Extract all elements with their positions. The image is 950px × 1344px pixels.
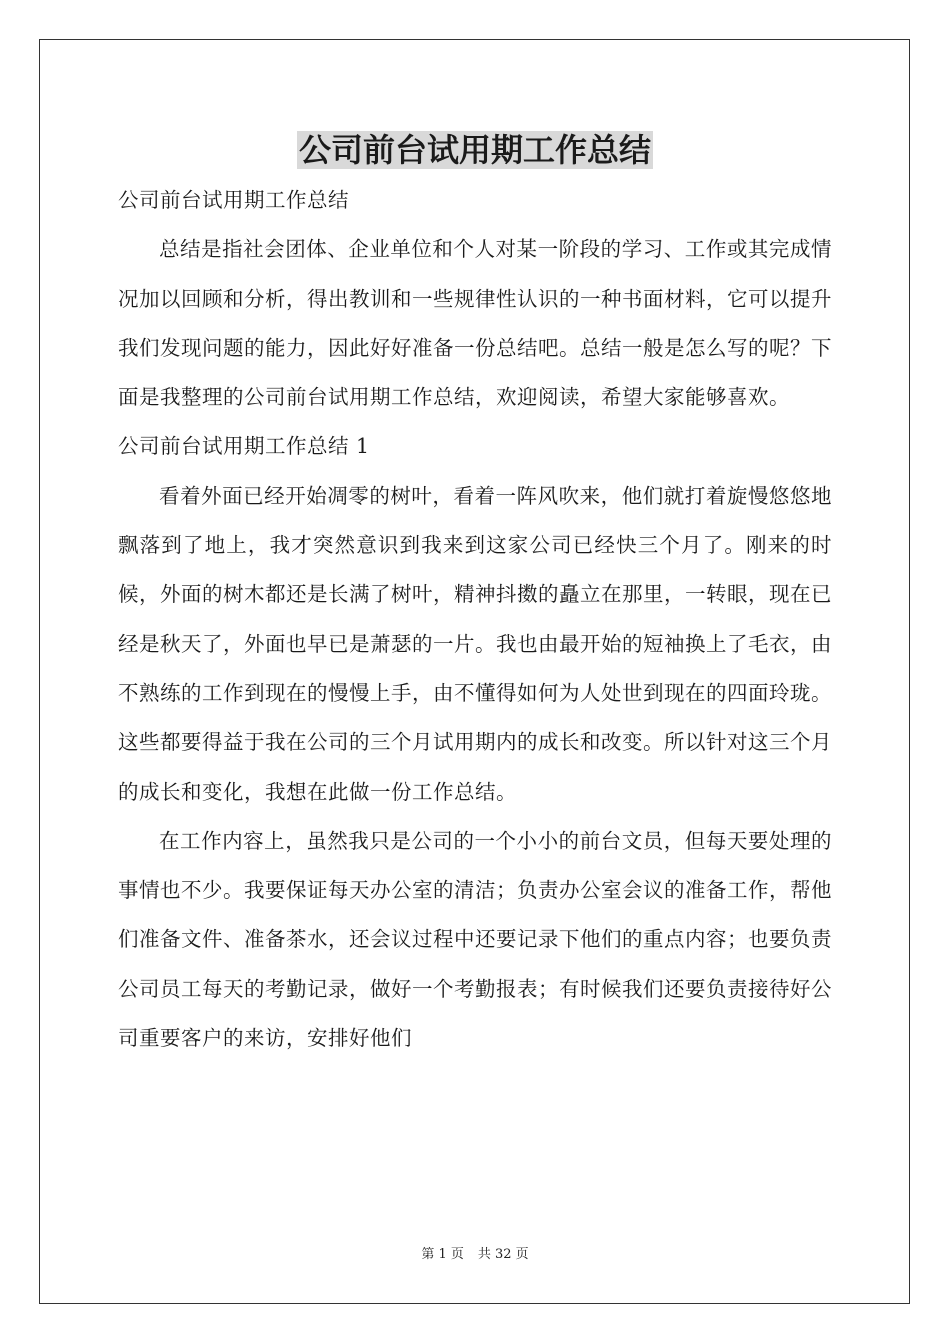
page-number: 第 1 页 <box>421 1247 464 1262</box>
document-body <box>118 176 832 1063</box>
subtitle-paragraph: 公司前台试用期工作总结 <box>118 188 349 212</box>
body-paragraph: 在工作内容上，虽然我只是公司的一个小小的前台文员，但每天要处理的事情也不少。我要保证每天办公室的清洁；负责办公室会议的准备工作，帮他们准备文件、准备茶水，还会议过程中还要记录下他们的重点内容；也要负责公司员工每天的考勤记录，做好一个考勤报表；有时候我们还要负责接待好公司重要客户的来访，安排好他们 <box>118 828 832 1051</box>
intro-paragraph: 总结是指社会团体、企业单位和个人对某一阶段的学习、工作或其完成情况加以回顾和分析，得出教训和一些规律性认识的一种书面材料，它可以提升我们发现问题的能力，因此好好准备一份总结吧。总结一般是怎么写的呢？下面是我整理的公司前台试用期工作总结，欢迎阅读，希望大家能够喜欢。 <box>118 237 832 410</box>
section-heading: 公司前台试用期工作总结 1 <box>118 434 370 459</box>
document-title-text: 公司前台试用期工作总结 <box>298 131 651 169</box>
document-title <box>0 128 950 172</box>
body-paragraph: 看着外面已经开始凋零的树叶，看着一阵风吹来，他们就打着旋慢悠悠地飘落到了地上，我才突然意识到我来到这家公司已经快三个月了。刚来的时候，外面的树木都还是长满了树叶，精神抖擞的矗立在那里，一转眼，现在已经是秋天了，外面也早已是萧瑟的一片。我也由最开始的短袖换上了毛衣，由不熟练的工作到现在的慢慢上手，由不懂得如何为人处世到现在的四面玲珑。这些都要得益于我在公司的三个月试用期内的成长和改变。所以针对这三个月的成长和变化，我想在此做一份工作总结。 <box>118 483 832 804</box>
page-footer <box>0 1246 950 1264</box>
page-total: 共 32 页 <box>477 1247 529 1262</box>
